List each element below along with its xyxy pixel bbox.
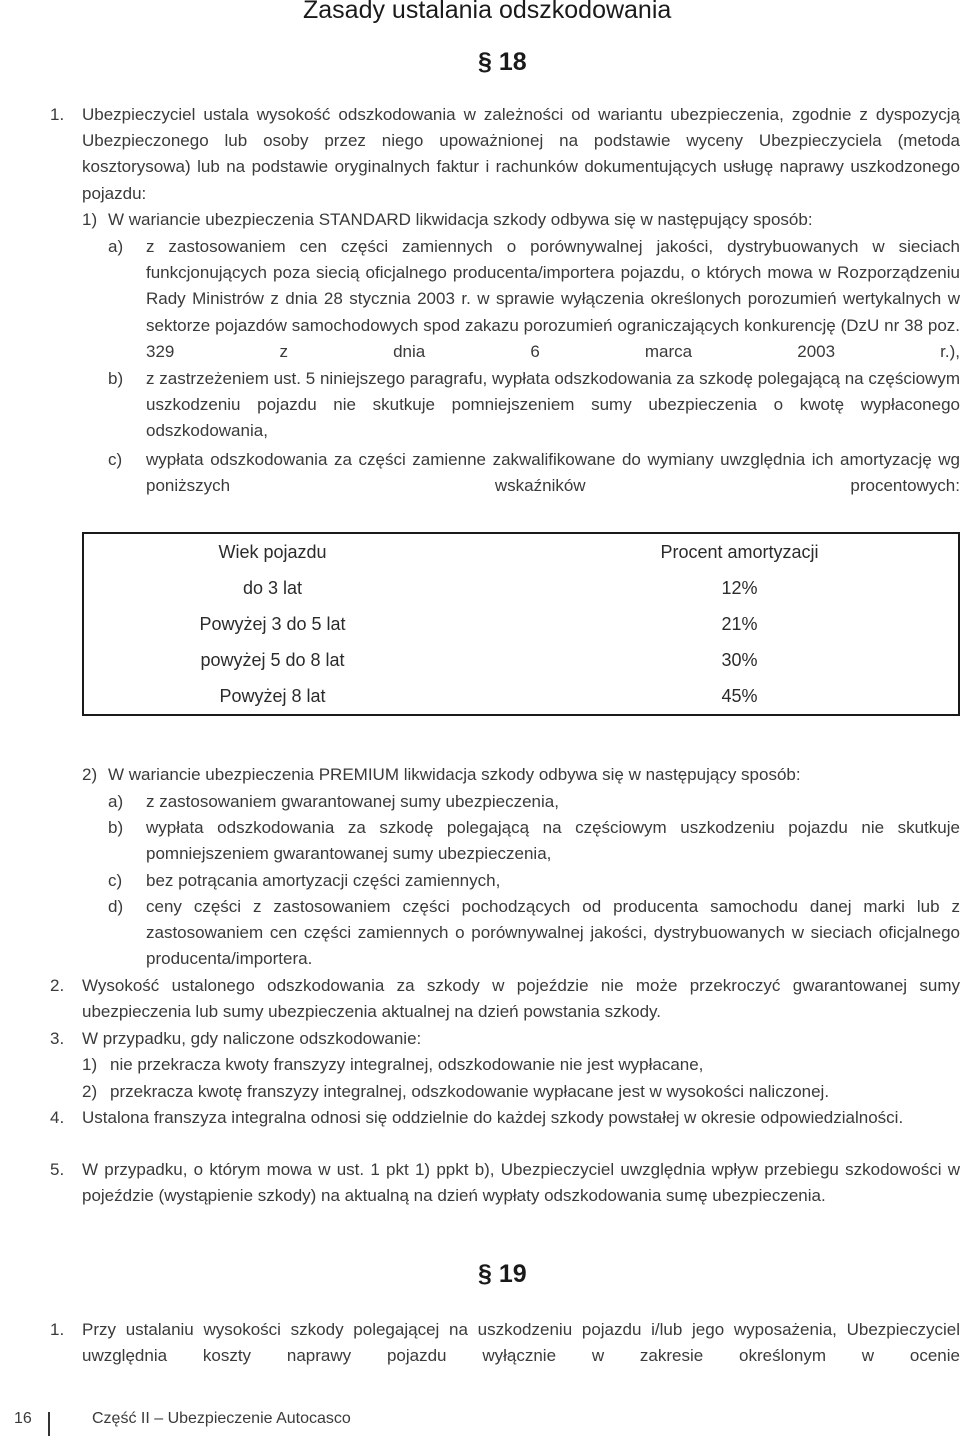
table-cell-age: Powyżej 3 do 5 lat [199,613,346,634]
page-title: Zasady ustalania odszkodowania [303,0,672,24]
variant-2b-label: b) [108,818,124,837]
variant-1-text: W wariancie ubezpieczenia STANDARD likwidacja szkody odbywa się w następujący sposób: [108,210,813,229]
variant-2d-text: ceny części z zastosowaniem części pochodzących od producenta samochodu danej marki lub z zastosowaniem cen części zamiennych o porównywalnej jakości, dystrybuowanych w sieciach oficjalnego producenta/importera. [146,897,960,969]
variant-1-number: 1) [82,210,98,229]
s19-para-1-number: 1. [50,1320,65,1339]
table-row [83,642,959,678]
para-1-body: Ubezpieczyciel ustala wysokość odszkodowania w zależności od wariantu ubezpieczenia, zgodnie z dyspozycją Ubezpieczonego lub osoby przez niego upoważnionej na podstawie wyceny Ubezpieczyciela (metoda kosztorysowa) lub na podstawie oryginalnych faktur i rachunków dokumentujących usługę naprawy uszkodzonego pojazdu: [82,105,960,203]
footer-section-title: Część II – Ubezpieczenie Autocasco [92,1410,351,1427]
para-1-text [82,102,960,207]
table-header-row [83,533,959,570]
para-4-text: Ustalona franszyza integralna odnosi się oddzielnie do każdej szkody powstałej w okresie odpowiedzialności. [82,1108,904,1127]
table-row [83,606,959,642]
table-row [83,678,959,715]
variant-2c-label: c) [108,871,123,890]
table-cell-age: do 3 lat [242,577,303,598]
s19-para-1-text: Przy ustalaniu wysokości szkody polegającej na uszkodzeniu pojazdu i/lub jego wyposażenia, Ubezpieczyciel uwzględnia koszty naprawy pojazdu wyłącznie w zakresie określonym w ocenie [82,1320,960,1366]
table-row [83,570,959,606]
para-3-text: W przypadku, gdy naliczone odszkodowanie: [82,1029,422,1048]
variant-2-text: W wariancie ubezpieczenia PREMIUM likwidacja szkody odbywa się w następujący sposób: [108,765,801,784]
variant-1c-label: c) [108,450,123,469]
section-19-heading: § 19 [478,1260,527,1288]
section-18-heading: § 18 [478,48,527,76]
variant-2-number: 2) [82,765,98,784]
footer-divider [48,1412,50,1436]
variant-2d-label: d) [108,897,124,916]
table-cell-percent: 45% [721,685,758,706]
variant-2b-text: wypłata odszkodowania za szkodę polegającą na częściowym uszkodzeniu pojazdu nie skutkuje pomniejszeniem gwarantowanej sumy ubezpieczenia, [146,818,960,864]
variant-2a-text: z zastosowaniem gwarantowanej sumy ubezpieczenia, [146,792,559,811]
table-cell-age: powyżej 5 do 8 lat [200,649,345,670]
table-cell-percent: 12% [721,577,758,598]
table-cell-percent: 30% [721,649,758,670]
page-number: 16 [14,1410,32,1427]
variant-1a-text: z zastosowaniem cen części zamiennych o porównywalnej jakości, dystrybuowanych w sieciach funkcjonujących poza siecią oficjalnego producenta/importera pojazdu, o których mowa w Rozporządzeniu Rady Ministrów z dnia 28 stycznia 2003 r. w sprawie wyłączenia określonych porozumień wertykalnych w sektorze pojazdów samochodowych spod zakazu porozumień ograniczających konkurencję (DzU nr 38 poz. 329 z dnia 6 marca 2003 r.), [146,237,960,361]
variant-1b-label: b) [108,369,124,388]
table-cell-age: Powyżej 8 lat [219,685,326,706]
table-header-percent: Procent amortyzacji [660,541,819,562]
variant-1c-text: wypłata odszkodowania za części zamienne zakwalifikowane do wymiany uwzględnia ich amortyzację wg poniższych wskaźników procentowych: [146,450,960,496]
para-5-text: W przypadku, o którym mowa w ust. 1 pkt 1) ppkt b), Ubezpieczyciel uwzględnia wpływ przebiegu szkodowości w pojeździe (wystąpienie szkody) na aktualną na dzień wypłaty odszkodowania sumę ubezpieczenia. [82,1160,960,1206]
variant-1b-text: z zastrzeżeniem ust. 5 niniejszego paragrafu, wypłata odszkodowania za szkodę polegającą na częściowym uszkodzeniu pojazdu nie skutkuje pomniejszeniem sumy ubezpieczenia o kwotę wypłaconego odszkodowania, [146,369,960,441]
variant-2c-text: bez potrącania amortyzacji części zamiennych, [146,871,501,890]
variant-2a-label: a) [108,792,124,811]
para-3-1-label: 1) [82,1055,98,1074]
para-4-number: 4. [50,1108,65,1127]
para-3-2-text: przekracza kwotę franszyzy integralnej, odszkodowanie wypłacane jest w wysokości naliczonej. [110,1082,830,1101]
variant-1a-label: a) [108,237,124,256]
para-5-number: 5. [50,1160,65,1179]
para-2-text: Wysokość ustalonego odszkodowania za szkody w pojeździe nie może przekroczyć gwarantowanej sumy ubezpieczenia lub sumy ubezpieczenia aktualnej na dzień powstania szkody. [82,976,960,1022]
para-3-1-text: nie przekracza kwoty franszyzy integralnej, odszkodowanie nie jest wypłacane, [110,1055,704,1074]
table-cell-percent: 21% [721,613,758,634]
table-header-age: Wiek pojazdu [218,541,327,562]
para-2-number: 2. [50,976,65,995]
para-1-number: 1. [50,105,65,124]
para-3-2-label: 2) [82,1082,98,1101]
para-3-number: 3. [50,1029,65,1048]
amortization-table [82,532,960,716]
